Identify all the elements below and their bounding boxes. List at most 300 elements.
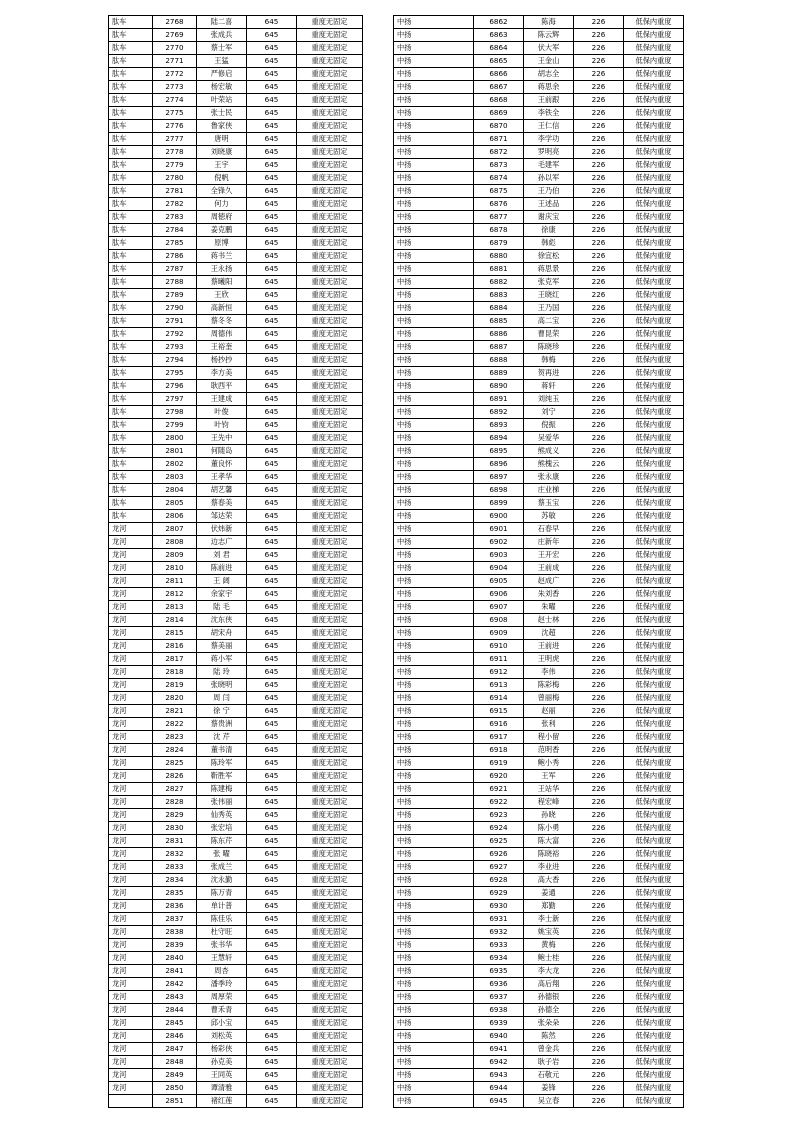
category-cell: 重度无固定: [297, 419, 363, 432]
category-cell: 低保内重度: [624, 822, 684, 835]
amount-cell: 645: [247, 107, 297, 120]
table-row: [394, 549, 684, 562]
person-name-cell: 陈前进: [197, 562, 247, 575]
table-row: [109, 29, 363, 42]
record-id-cell: 2779: [153, 159, 197, 172]
person-name-cell: 王 阔: [197, 575, 247, 588]
amount-cell: 226: [574, 887, 624, 900]
person-name-cell: 陈玲军: [197, 757, 247, 770]
person-name-cell: 王乃国: [524, 302, 574, 315]
category-cell: 低保内重度: [624, 224, 684, 237]
record-id-cell: 6927: [474, 861, 524, 874]
category-cell: 重度无固定: [297, 588, 363, 601]
person-name-cell: 张克军: [524, 276, 574, 289]
group-cell: 龙河: [109, 731, 153, 744]
category-cell: 重度无固定: [297, 926, 363, 939]
category-cell: 低保内重度: [624, 887, 684, 900]
record-id-cell: 6922: [474, 796, 524, 809]
group-cell: 中扬: [394, 29, 474, 42]
table-row: [394, 497, 684, 510]
record-id-cell: 2781: [153, 185, 197, 198]
table-row: [394, 81, 684, 94]
amount-cell: 645: [247, 484, 297, 497]
table-row: [394, 419, 684, 432]
table-row: [394, 289, 684, 302]
amount-cell: 645: [247, 926, 297, 939]
person-name-cell: 王先中: [197, 432, 247, 445]
group-cell: 中扬: [394, 354, 474, 367]
group-cell: 中扬: [394, 198, 474, 211]
category-cell: 重度无固定: [297, 94, 363, 107]
person-name-cell: 蔡春美: [197, 497, 247, 510]
record-id-cell: 2807: [153, 523, 197, 536]
amount-cell: 645: [247, 640, 297, 653]
category-cell: 重度无固定: [297, 42, 363, 55]
group-cell: 肽车: [109, 68, 153, 81]
amount-cell: 226: [574, 328, 624, 341]
amount-cell: 226: [574, 419, 624, 432]
amount-cell: 226: [574, 848, 624, 861]
category-cell: 低保内重度: [624, 315, 684, 328]
amount-cell: 226: [574, 523, 624, 536]
person-name-cell: 杨彩侠: [197, 1043, 247, 1056]
group-cell: 中扬: [394, 666, 474, 679]
amount-cell: 645: [247, 835, 297, 848]
category-cell: 低保内重度: [624, 601, 684, 614]
person-name-cell: 陈晓珍: [524, 341, 574, 354]
group-cell: 龙河: [109, 1082, 153, 1095]
record-id-cell: 2837: [153, 913, 197, 926]
category-cell: 重度无固定: [297, 107, 363, 120]
table-row: [109, 445, 363, 458]
person-name-cell: 陈佳乐: [197, 913, 247, 926]
amount-cell: 645: [247, 770, 297, 783]
category-cell: 低保内重度: [624, 783, 684, 796]
amount-cell: 645: [247, 224, 297, 237]
amount-cell: 645: [247, 1030, 297, 1043]
record-id-cell: 6899: [474, 497, 524, 510]
record-id-cell: 6890: [474, 380, 524, 393]
group-cell: 中扬: [394, 172, 474, 185]
record-id-cell: 2820: [153, 692, 197, 705]
group-cell: 肽车: [109, 380, 153, 393]
table-row: [394, 302, 684, 315]
group-cell: 中扬: [394, 42, 474, 55]
table-row: [394, 406, 684, 419]
category-cell: 低保内重度: [624, 1056, 684, 1069]
amount-cell: 226: [574, 614, 624, 627]
record-id-cell: 2798: [153, 406, 197, 419]
person-name-cell: 王开宏: [524, 549, 574, 562]
category-cell: 低保内重度: [624, 1030, 684, 1043]
record-id-cell: 6882: [474, 276, 524, 289]
group-cell: 中扬: [394, 874, 474, 887]
person-name-cell: 陆二喜: [197, 16, 247, 29]
table-row: [394, 328, 684, 341]
table-row: [394, 159, 684, 172]
category-cell: 重度无固定: [297, 705, 363, 718]
category-cell: 低保内重度: [624, 991, 684, 1004]
category-cell: 重度无固定: [297, 432, 363, 445]
record-id-cell: 2850: [153, 1082, 197, 1095]
category-cell: 低保内重度: [624, 146, 684, 159]
person-name-cell: 姜锋: [524, 1082, 574, 1095]
person-name-cell: 石春早: [524, 523, 574, 536]
person-name-cell: 王孝华: [197, 471, 247, 484]
record-id-cell: 6881: [474, 263, 524, 276]
table-row: [109, 94, 363, 107]
table-row: [109, 796, 363, 809]
amount-cell: 226: [574, 653, 624, 666]
record-id-cell: 6945: [474, 1095, 524, 1108]
category-cell: 重度无固定: [297, 328, 363, 341]
person-name-cell: 庄业梯: [524, 484, 574, 497]
record-id-cell: 2772: [153, 68, 197, 81]
amount-cell: 645: [247, 510, 297, 523]
group-cell: 龙河: [109, 1030, 153, 1043]
record-id-cell: 6862: [474, 16, 524, 29]
person-name-cell: 原博: [197, 237, 247, 250]
person-name-cell: 叶荣站: [197, 94, 247, 107]
category-cell: 重度无固定: [297, 640, 363, 653]
record-id-cell: 2817: [153, 653, 197, 666]
person-name-cell: 王宇: [197, 159, 247, 172]
person-name-cell: 陆 玲: [197, 666, 247, 679]
table-row: [109, 133, 363, 146]
record-id-cell: 2804: [153, 484, 197, 497]
group-cell: 龙河: [109, 965, 153, 978]
group-cell: 肽车: [109, 107, 153, 120]
group-cell: 龙河: [109, 653, 153, 666]
amount-cell: 645: [247, 874, 297, 887]
person-name-cell: 胡宋舟: [197, 627, 247, 640]
record-id-cell: 6902: [474, 536, 524, 549]
table-row: [109, 822, 363, 835]
category-cell: 低保内重度: [624, 575, 684, 588]
category-cell: 重度无固定: [297, 783, 363, 796]
group-cell: 龙河: [109, 874, 153, 887]
amount-cell: 226: [574, 601, 624, 614]
table-row: [394, 1056, 684, 1069]
record-id-cell: 2786: [153, 250, 197, 263]
group-cell: 龙河: [109, 679, 153, 692]
amount-cell: 226: [574, 315, 624, 328]
person-name-cell: 贺再进: [524, 367, 574, 380]
left-roster-table: [108, 15, 363, 1108]
record-id-cell: 6872: [474, 146, 524, 159]
table-row: [394, 926, 684, 939]
category-cell: 低保内重度: [624, 731, 684, 744]
category-cell: 低保内重度: [624, 952, 684, 965]
record-id-cell: 6877: [474, 211, 524, 224]
amount-cell: 226: [574, 536, 624, 549]
amount-cell: 645: [247, 445, 297, 458]
group-cell: 中扬: [394, 614, 474, 627]
person-name-cell: 苏敏: [524, 510, 574, 523]
record-id-cell: 2777: [153, 133, 197, 146]
person-name-cell: 李士新: [524, 913, 574, 926]
group-cell: 肽车: [109, 146, 153, 159]
category-cell: 低保内重度: [624, 523, 684, 536]
amount-cell: 226: [574, 705, 624, 718]
category-cell: 重度无固定: [297, 653, 363, 666]
amount-cell: 226: [574, 107, 624, 120]
record-id-cell: 2832: [153, 848, 197, 861]
table-row: [394, 445, 684, 458]
record-id-cell: 2838: [153, 926, 197, 939]
amount-cell: 226: [574, 926, 624, 939]
category-cell: 低保内重度: [624, 432, 684, 445]
group-cell: 龙河: [109, 900, 153, 913]
group-cell: 肽车: [109, 432, 153, 445]
amount-cell: 645: [247, 94, 297, 107]
table-row: [394, 250, 684, 263]
amount-cell: 645: [247, 757, 297, 770]
amount-cell: 645: [247, 81, 297, 94]
record-id-cell: 2806: [153, 510, 197, 523]
amount-cell: 645: [247, 16, 297, 29]
person-name-cell: 倪振: [524, 419, 574, 432]
amount-cell: 645: [247, 1082, 297, 1095]
person-name-cell: 李学功: [524, 133, 574, 146]
group-cell: 龙河: [109, 861, 153, 874]
person-name-cell: 陈海: [524, 16, 574, 29]
amount-cell: 226: [574, 445, 624, 458]
group-cell: 中扬: [394, 562, 474, 575]
category-cell: 重度无固定: [297, 1056, 363, 1069]
table-row: [394, 42, 684, 55]
category-cell: 重度无固定: [297, 744, 363, 757]
amount-cell: 645: [247, 120, 297, 133]
group-cell: 中扬: [394, 120, 474, 133]
record-id-cell: 6918: [474, 744, 524, 757]
group-cell: 龙河: [109, 887, 153, 900]
person-name-cell: 吴立春: [524, 1095, 574, 1108]
table-row: [109, 705, 363, 718]
category-cell: 重度无固定: [297, 393, 363, 406]
group-cell: 中扬: [394, 497, 474, 510]
person-name-cell: 耿西平: [197, 380, 247, 393]
amount-cell: 226: [574, 224, 624, 237]
category-cell: 重度无固定: [297, 861, 363, 874]
category-cell: 低保内重度: [624, 94, 684, 107]
record-id-cell: 2841: [153, 965, 197, 978]
amount-cell: 226: [574, 991, 624, 1004]
group-cell: 中扬: [394, 744, 474, 757]
amount-cell: 645: [247, 822, 297, 835]
person-name-cell: 耿子岩: [524, 1056, 574, 1069]
group-cell: 肽车: [109, 484, 153, 497]
table-row: [394, 913, 684, 926]
category-cell: 重度无固定: [297, 1082, 363, 1095]
record-id-cell: 6914: [474, 692, 524, 705]
table-row: [109, 1082, 363, 1095]
person-name-cell: 王仁信: [524, 120, 574, 133]
group-cell: 中扬: [394, 81, 474, 94]
record-id-cell: 2828: [153, 796, 197, 809]
table-row: [109, 731, 363, 744]
record-id-cell: 6893: [474, 419, 524, 432]
record-id-cell: 6913: [474, 679, 524, 692]
group-cell: 中扬: [394, 471, 474, 484]
table-row: [109, 588, 363, 601]
record-id-cell: 2810: [153, 562, 197, 575]
amount-cell: 226: [574, 81, 624, 94]
category-cell: 低保内重度: [624, 172, 684, 185]
amount-cell: 645: [247, 276, 297, 289]
person-name-cell: 何随岛: [197, 445, 247, 458]
amount-cell: 645: [247, 159, 297, 172]
category-cell: 重度无固定: [297, 159, 363, 172]
person-name-cell: 蔡玉宝: [524, 497, 574, 510]
amount-cell: 226: [574, 68, 624, 81]
category-cell: 低保内重度: [624, 718, 684, 731]
category-cell: 低保内重度: [624, 445, 684, 458]
category-cell: 低保内重度: [624, 757, 684, 770]
amount-cell: 226: [574, 276, 624, 289]
amount-cell: 645: [247, 848, 297, 861]
group-cell: 龙河: [109, 1056, 153, 1069]
group-cell: 肽车: [109, 172, 153, 185]
table-row: [109, 1043, 363, 1056]
group-cell: 中扬: [394, 913, 474, 926]
record-id-cell: 2836: [153, 900, 197, 913]
amount-cell: 226: [574, 627, 624, 640]
amount-cell: 226: [574, 809, 624, 822]
table-row: [394, 315, 684, 328]
category-cell: 低保内重度: [624, 666, 684, 679]
record-id-cell: 2824: [153, 744, 197, 757]
person-name-cell: 王慧轩: [197, 952, 247, 965]
group-cell: 中扬: [394, 302, 474, 315]
category-cell: 重度无固定: [297, 991, 363, 1004]
record-id-cell: 2774: [153, 94, 197, 107]
record-id-cell: 6903: [474, 549, 524, 562]
amount-cell: 645: [247, 198, 297, 211]
table-row: [394, 484, 684, 497]
table-row: [109, 757, 363, 770]
table-row: [109, 809, 363, 822]
record-id-cell: 6937: [474, 991, 524, 1004]
category-cell: 重度无固定: [297, 627, 363, 640]
table-row: [394, 393, 684, 406]
group-cell: 中扬: [394, 679, 474, 692]
category-cell: 低保内重度: [624, 848, 684, 861]
amount-cell: 226: [574, 250, 624, 263]
person-name-cell: 鲁家侠: [197, 120, 247, 133]
person-name-cell: 邱小宝: [197, 1017, 247, 1030]
category-cell: 低保内重度: [624, 796, 684, 809]
amount-cell: 226: [574, 159, 624, 172]
record-id-cell: 6910: [474, 640, 524, 653]
group-cell: 龙河: [109, 835, 153, 848]
table-row: [394, 120, 684, 133]
record-id-cell: 2792: [153, 328, 197, 341]
record-id-cell: 2789: [153, 289, 197, 302]
category-cell: 重度无固定: [297, 16, 363, 29]
record-id-cell: 2790: [153, 302, 197, 315]
group-cell: 中扬: [394, 263, 474, 276]
record-id-cell: 2768: [153, 16, 197, 29]
amount-cell: 226: [574, 549, 624, 562]
person-name-cell: 蔡美丽: [197, 640, 247, 653]
person-name-cell: 张书华: [197, 939, 247, 952]
amount-cell: 645: [247, 783, 297, 796]
amount-cell: 226: [574, 939, 624, 952]
category-cell: 重度无固定: [297, 1043, 363, 1056]
amount-cell: 645: [247, 146, 297, 159]
record-id-cell: 6934: [474, 952, 524, 965]
amount-cell: 645: [247, 185, 297, 198]
group-cell: 龙河: [109, 575, 153, 588]
group-cell: 肽车: [109, 237, 153, 250]
group-cell: 肽车: [109, 159, 153, 172]
table-row: [394, 783, 684, 796]
amount-cell: 226: [574, 796, 624, 809]
group-cell: 中扬: [394, 991, 474, 1004]
person-name-cell: 陆 毛: [197, 601, 247, 614]
group-cell: 中扬: [394, 367, 474, 380]
category-cell: 重度无固定: [297, 835, 363, 848]
person-name-cell: 周杏: [197, 965, 247, 978]
category-cell: 重度无固定: [297, 289, 363, 302]
record-id-cell: 2846: [153, 1030, 197, 1043]
record-id-cell: 2839: [153, 939, 197, 952]
person-name-cell: 范明香: [524, 744, 574, 757]
person-name-cell: 孙克美: [197, 1056, 247, 1069]
record-id-cell: 2771: [153, 55, 197, 68]
table-row: [394, 835, 684, 848]
record-id-cell: 2788: [153, 276, 197, 289]
category-cell: 重度无固定: [297, 380, 363, 393]
record-id-cell: 6920: [474, 770, 524, 783]
category-cell: 重度无固定: [297, 523, 363, 536]
record-id-cell: 2795: [153, 367, 197, 380]
amount-cell: 226: [574, 198, 624, 211]
record-id-cell: 6876: [474, 198, 524, 211]
person-name-cell: 周厚荣: [197, 991, 247, 1004]
category-cell: 重度无固定: [297, 887, 363, 900]
table-row: [109, 1017, 363, 1030]
table-row: [394, 237, 684, 250]
person-name-cell: 蒋轩: [524, 380, 574, 393]
record-id-cell: 6886: [474, 328, 524, 341]
group-cell: 龙河: [109, 1004, 153, 1017]
category-cell: 低保内重度: [624, 809, 684, 822]
table-row: [109, 107, 363, 120]
person-name-cell: 朱刘香: [524, 588, 574, 601]
amount-cell: 226: [574, 783, 624, 796]
table-row: [109, 458, 363, 471]
table-row: [394, 744, 684, 757]
table-row: [394, 575, 684, 588]
record-id-cell: 2809: [153, 549, 197, 562]
category-cell: 重度无固定: [297, 1004, 363, 1017]
amount-cell: 226: [574, 835, 624, 848]
person-name-cell: 何力: [197, 198, 247, 211]
amount-cell: 645: [247, 965, 297, 978]
record-id-cell: 2775: [153, 107, 197, 120]
group-cell: 龙河: [109, 1069, 153, 1082]
group-cell: 龙河: [109, 991, 153, 1004]
record-id-cell: 2799: [153, 419, 197, 432]
record-id-cell: 6923: [474, 809, 524, 822]
amount-cell: 226: [574, 185, 624, 198]
person-name-cell: 沈东侠: [197, 614, 247, 627]
amount-cell: 226: [574, 900, 624, 913]
record-id-cell: 6935: [474, 965, 524, 978]
group-cell: 中扬: [394, 94, 474, 107]
